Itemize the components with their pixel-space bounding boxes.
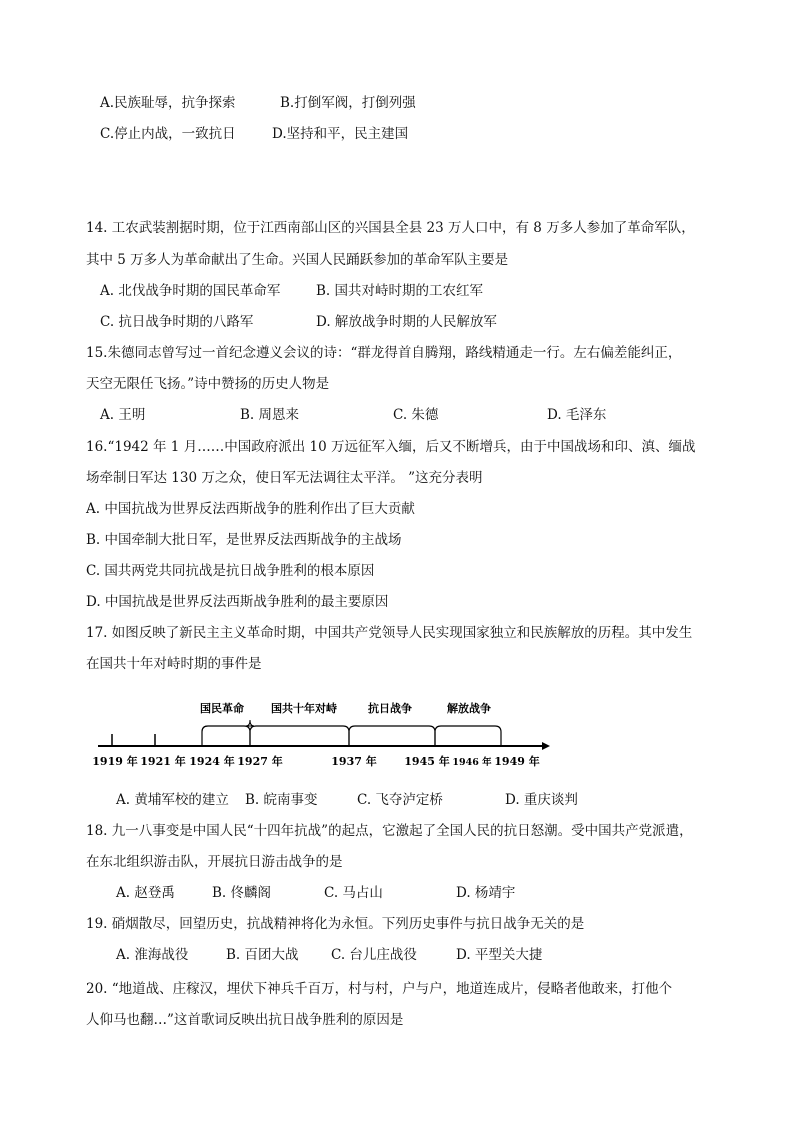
year-label-1927: 1927 年 — [237, 755, 283, 768]
bracket-national-revolution — [202, 720, 254, 746]
year-label-1919: 1919 年 — [92, 755, 138, 768]
q19-option-a: A. 淮海战役 — [116, 947, 189, 963]
q15-option-a: A. 王明 — [100, 407, 146, 423]
q13-option-d: D.坚持和平，民主建国 — [272, 126, 409, 142]
q17-option-c: C. 飞夺泸定桥 — [357, 792, 443, 808]
q15-option-c: C. 朱德 — [393, 407, 439, 423]
q19-option-d: D. 平型关大捷 — [456, 947, 543, 963]
q19-stem-line-1: 19. 硝烟散尽，回望历史，抗战精神将化为永恒。下列历史事件与抗日战争无关的是 — [86, 916, 585, 932]
q15-stem-line-1: 15.朱德同志曾写过一首纪念遵义会议的诗：“群龙得首自腾翔，路线精通走一行。左右偏差能纠正， — [86, 345, 682, 361]
q18-option-a: A. 赵登禹 — [116, 885, 175, 901]
q18-stem-line-2: 在东北组织游击队，开展抗日游击战争的是 — [86, 854, 343, 870]
period-label-3: 抗日战争 — [368, 702, 412, 715]
bracket-liberation-war — [435, 726, 501, 746]
q15-option-b: B. 周恩来 — [240, 407, 300, 423]
timeline-arrow — [542, 742, 550, 750]
q17-timeline-figure — [90, 690, 560, 775]
q14-option-d: D. 解放战争时期的人民解放军 — [316, 314, 497, 330]
q18-option-d: D. 杨靖宇 — [456, 885, 516, 901]
bracket-national-revolution-frame — [202, 726, 250, 746]
q15-stem-line-2: 天空无限任飞扬。”诗中赞扬的历史人物是 — [86, 376, 330, 392]
q16-option-c: C. 国共两党共同抗战是抗日战争胜利的根本原因 — [86, 563, 375, 579]
year-label-1924: 1924 年 — [189, 755, 235, 768]
q17-stem-line-2: 在国共十年对峙时期的事件是 — [86, 656, 262, 672]
period-label-2: 国共十年对峙 — [271, 702, 337, 715]
q16-stem-line-2: 场牵制日军达 130 万之众，使日军无法调往太平洋。 ”这充分表明 — [86, 470, 483, 486]
q13-option-c: C.停止内战，一致抗日 — [100, 126, 236, 142]
q19-option-b: B. 百团大战 — [226, 947, 299, 963]
bracket-ten-year-confrontation — [250, 726, 349, 746]
q20-stem-line-2: 人仰马也翻…”这首歌词反映出抗日战争胜利的原因是 — [86, 1012, 404, 1028]
q13-option-b: B.打倒军阀，打倒列强 — [280, 95, 416, 111]
q14-option-b: B. 国共对峙时期的工农红军 — [316, 283, 484, 299]
q16-stem-line-1: 16.“1942 年 1 月……中国政府派出 10 万远征军入缅，后又不断增兵，由于中国战场和印、滇、缅战 — [86, 439, 696, 455]
bracket-anti-japanese-war — [349, 726, 435, 746]
q16-option-a: A. 中国抗战为世界反法西斯战争的胜利作出了巨大贡献 — [86, 501, 415, 517]
q17-option-a: A. 黄埔军校的建立 — [116, 792, 229, 808]
q17-option-b: B. 皖南事变 — [245, 792, 318, 808]
q14-stem-line-1: 14. 工农武装割据时期，位于江西南部山区的兴国县全县 23 万人口中，有 8 万多人参加了革命军队， — [86, 220, 695, 236]
year-label-1945: 1945 年 — [404, 755, 450, 768]
q15-option-d: D. 毛泽东 — [547, 407, 607, 423]
q18-option-b: B. 佟麟阁 — [212, 885, 272, 901]
q18-stem-line-1: 18. 九一八事变是中国人民“十四年抗战”的起点，它激起了全国人民的抗日怒潮。受中国共产党派遣， — [86, 823, 693, 839]
q17-option-d: D. 重庆谈判 — [505, 792, 578, 808]
year-label-1921: 1921 年 — [140, 755, 186, 768]
q14-option-a: A. 北伐战争时期的国民革命军 — [100, 283, 281, 299]
q14-option-c: C. 抗日战争时期的八路军 — [100, 314, 254, 330]
q20-stem-line-1: 20. “地道战、庄稼汉，埋伏下神兵千百万，村与村，户与户，地道连成片，侵略者他敢来，打他个 — [86, 981, 673, 997]
year-label-1946: 1946 年 — [452, 757, 492, 768]
period-label-1: 国民革命 — [200, 702, 244, 715]
q16-option-d: D. 中国抗战是世界反法西斯战争胜利的最主要原因 — [86, 594, 389, 610]
q14-stem-line-2: 其中 5 万多人为革命献出了生命。兴国人民踊跃参加的革命军队主要是 — [86, 252, 509, 268]
period-label-4: 解放战争 — [447, 702, 491, 715]
year-label-1949: 1949 年 — [494, 755, 540, 768]
q13-option-a: A.民族耻辱，抗争探索 — [100, 95, 236, 111]
q19-option-c: C. 台儿庄战役 — [331, 947, 417, 963]
q18-option-c: C. 马占山 — [324, 885, 383, 901]
q17-stem-line-1: 17. 如图反映了新民主主义革命时期，中国共产党领导人民实现国家独立和民族解放的历程。其中发生 — [86, 625, 693, 641]
year-label-1937: 1937 年 — [331, 755, 377, 768]
q16-option-b: B. 中国牵制大批日军，是世界反法西斯战争的主战场 — [86, 532, 402, 548]
